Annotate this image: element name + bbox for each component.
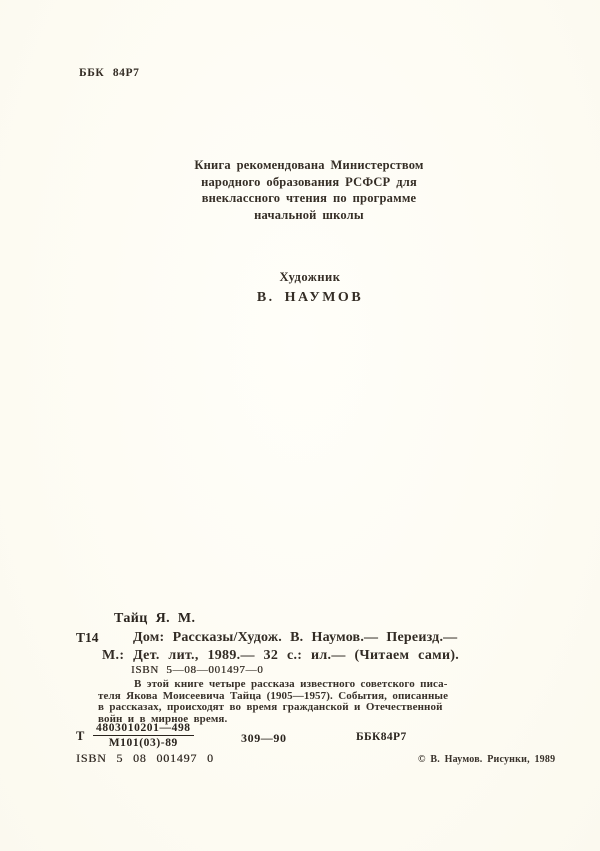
book-annotation [98, 679, 528, 725]
annotation-line: войн и в мирное время. [98, 712, 228, 725]
cip-index-code: Т14 [76, 630, 99, 645]
print-index-denominator: М101(03)-89 [108, 736, 178, 749]
bbk-classification-code-bottom: ББК84Р7 [356, 731, 407, 743]
annotation-line: В этой книге четыре рассказа известного советского писа- [134, 678, 448, 690]
print-index-letter: Т [76, 729, 85, 743]
recommendation-line: Книга рекомендована Министерством [194, 158, 424, 172]
recommendation-line: начальной школы [254, 207, 364, 222]
cip-entry-line2: М.: Дет. лит., 1989.— 32 с.: ил.— (Читаем сами). [102, 648, 460, 663]
cip-author: Тайц Я. М. [114, 611, 196, 626]
cip-entry-line1: Дом: Рассказы/Худож. В. Наумов.— Переизд.— [133, 630, 458, 645]
bbk-classification-code-top: ББК 84Р7 [79, 67, 140, 79]
artist-credit [160, 270, 460, 306]
recommendation-line: внеклассного чтения по программе [201, 191, 417, 205]
annotation-line: в рассказах, происходят во время гражданской и Отечественной [98, 701, 443, 713]
print-index-suffix: 309—90 [241, 731, 287, 745]
footer-isbn: ISBN 5 08 001497 0 [76, 751, 214, 765]
recommendation-line: народного образования РСФСР для [201, 174, 417, 189]
ministry-recommendation-note [159, 157, 459, 223]
artist-name: В. НАУМОВ [256, 290, 364, 305]
annotation-line: теля Якова Моисеевича Тайца (1905—1957). События, описанные [98, 689, 449, 702]
print-index-fraction [93, 722, 194, 749]
artist-role-label: Художник [279, 270, 341, 284]
print-index-numerator: 4803010201—498 [93, 722, 194, 736]
copyright-notice: © В. Наумов. Рисунки, 1989 [418, 754, 556, 765]
cip-isbn: ISBN 5—08—001497—0 [131, 664, 264, 676]
